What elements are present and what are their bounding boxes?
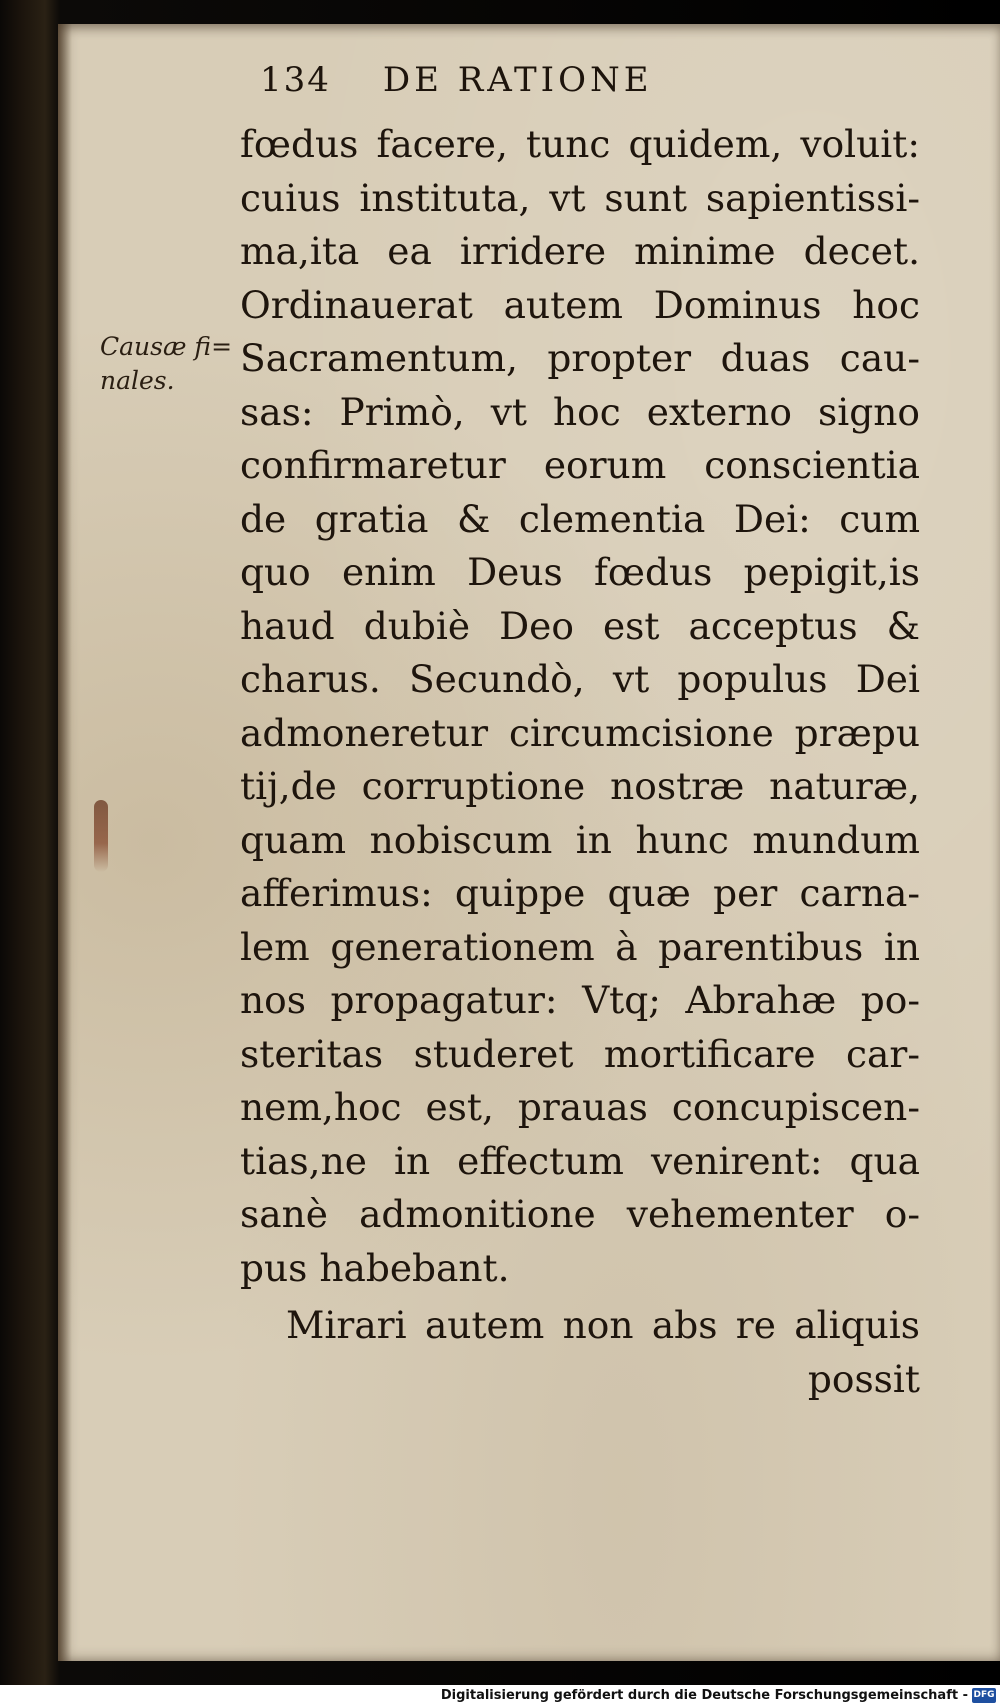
text-line: nos propagatur: Vtq; Abrahæ po- (240, 978, 920, 1022)
catchword: possit (807, 1356, 920, 1401)
dfg-logo-icon: DFG (972, 1688, 996, 1703)
text-line: confirmaretur eorum conscientia (240, 443, 920, 487)
ink-stain (94, 800, 108, 872)
marginal-note (100, 330, 232, 398)
paragraph-2-line: Mirari autem non abs re aliquis (286, 1303, 920, 1347)
text-line: tias,ne in effectum venirent: qua (240, 1138, 920, 1183)
text-line: pus habebant. (240, 1245, 510, 1290)
running-title: DE RATIONE (382, 60, 653, 100)
text-line: admoneretur circumcisione præpu (240, 710, 920, 755)
text-line: Sacramentum, propter duas cau- (240, 336, 920, 380)
text-line: tij,de corruptione nostræ naturæ, (240, 764, 920, 808)
marginal-note-line-1: Causæ fi= (100, 332, 233, 361)
text-line: afferimus: quippe quæ per carna- (240, 871, 920, 915)
text-line: quo enim Deus fœdus pepigit,is (240, 550, 920, 594)
text-line: ma,ita ea irridere minime decet. (240, 229, 920, 273)
text-line: fœdus facere, tunc quidem, voluit: (240, 122, 920, 166)
page-gutter-shadow (58, 24, 72, 1661)
text-line: de gratia & clementia Dei: cum (240, 496, 920, 541)
running-header (260, 60, 860, 100)
text-line: haud dubiè Deo est acceptus & (240, 603, 920, 648)
text-line: cuius instituta, vt sunt sapientissi- (240, 175, 920, 220)
main-text-block (240, 118, 920, 1406)
text-line: sanè admonitione vehementer o- (240, 1192, 920, 1236)
page-number: 134 (260, 60, 331, 100)
text-line: sas: Primò, vt hoc externo signo (240, 389, 920, 434)
text-line: steritas studeret mortificare car- (240, 1031, 920, 1076)
text-line: nem,hoc est, prauas concupiscen- (240, 1085, 920, 1129)
funding-note: Digitalisierung gefördert durch die Deutsche Forschungsgemeinschaft - (440, 1688, 968, 1703)
text-line: charus. Secundò, vt populus Dei (240, 657, 920, 701)
marginal-note-line-2: nales. (100, 366, 175, 395)
text-line: quam nobiscum in hunc mundum (240, 817, 920, 862)
text-line: lem generationem à parentibus in (240, 924, 920, 969)
text-line: Ordinauerat autem Dominus hoc (240, 282, 920, 327)
